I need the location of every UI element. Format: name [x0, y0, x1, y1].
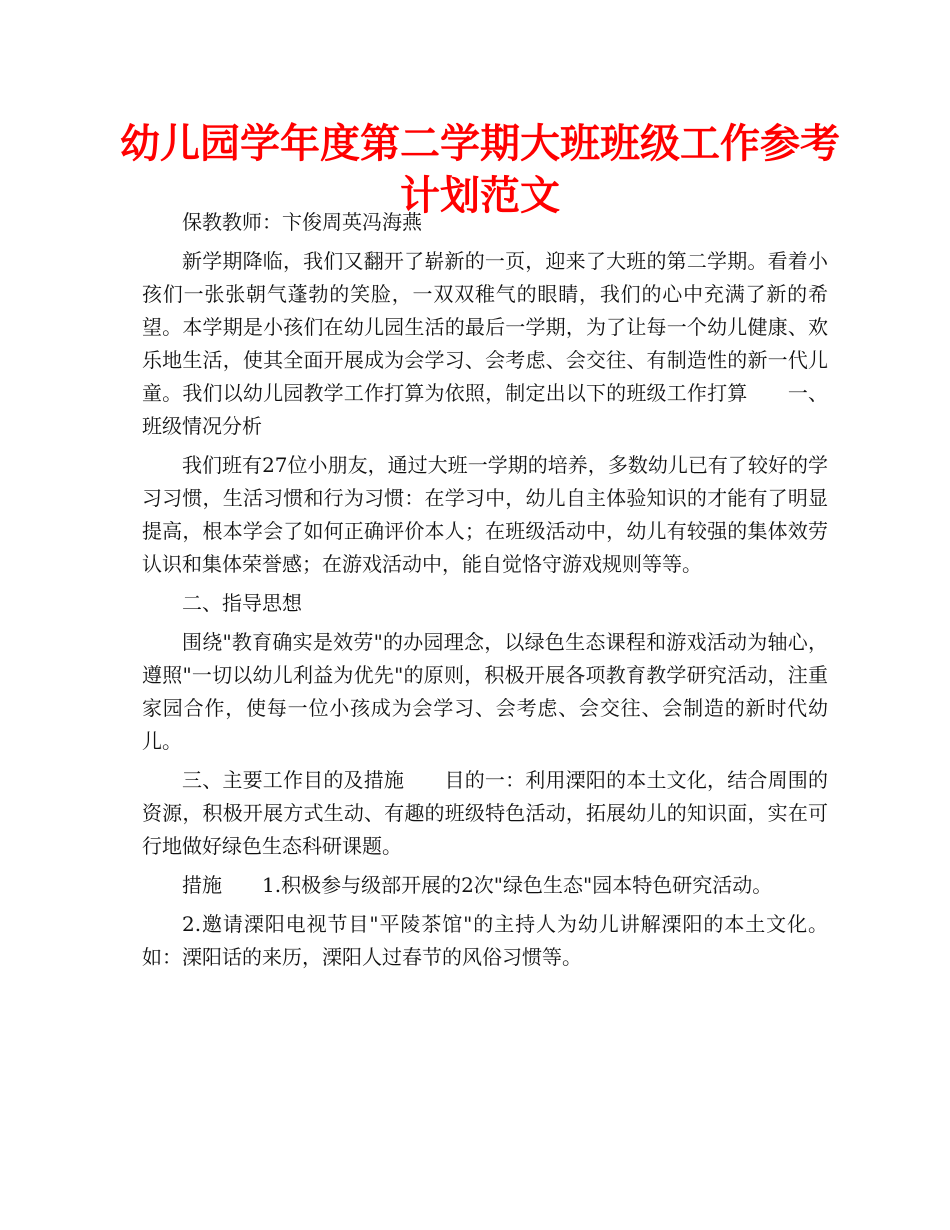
document-body: [142, 206, 828, 974]
class-analysis-paragraph: 我们班有27位小朋友，通过大班一学期的培养，多数幼儿已有了较好的学习习惯，生活习惯和行为习惯：在学习中，幼儿自主体验知识的才能有了明显提高，根本学会了如何正确评价本人；在班级活动中，幼儿有较强的集体效劳认识和集体荣誉感；在游戏活动中，能自觉恪守游戏规则等等。: [142, 453, 828, 576]
measure-2-paragraph: 2.邀请溧阳电视节目"平陵茶馆"的主持人为幼儿讲解溧阳的本土文化。如：溧阳话的来历，溧阳人过春节的风俗习惯等。: [142, 912, 828, 969]
measures-paragraph: 措施 1.积极参与级部开展的2次"绿色生态"园本特色研究活动。: [182, 873, 773, 897]
section-heading-guiding-thought: 二、指导思想: [182, 591, 302, 615]
teachers-line: 保教教师：卞俊周英冯海燕: [182, 210, 422, 234]
title-line-1: 幼儿园学年度第二学期大班班级工作参考: [120, 120, 840, 167]
title-line-2: 计划范文: [400, 172, 560, 219]
intro-paragraph: 新学期降临，我们又翻开了崭新的一页，迎来了大班的第二学期。看着小孩们一张张朝气蓬勃的笑脸，一双双稚气的眼睛，我们的心中充满了新的希望。本学期是小孩们在幼儿园生活的最后一学期，为了让每一个幼儿健康、欢乐地生活，使其全面开展成为会学习、会考虑、会交往、有制造性的新一代儿童。我们以幼儿园教学工作打算为依照，制定出以下的班级工作打算 一、班级情况分析: [142, 249, 828, 438]
guiding-thought-paragraph: 围绕"教育确实是效劳"的办园理念，以绿色生态课程和游戏活动为轴心，遵照"一切以幼儿利益为优先"的原则，积极开展各项教育教学研究活动，注重家园合作，使每一位小孩成为会学习、会考虑、会交往、会制造的新时代幼儿。: [142, 630, 828, 753]
goals-paragraph: 三、主要工作目的及措施 目的一：利用溧阳的本土文化，结合周围的资源，积极开展方式生动、有趣的班级特色活动，拓展幼儿的知识面，实在可行地做好绿色生态科研课题。: [142, 768, 828, 858]
